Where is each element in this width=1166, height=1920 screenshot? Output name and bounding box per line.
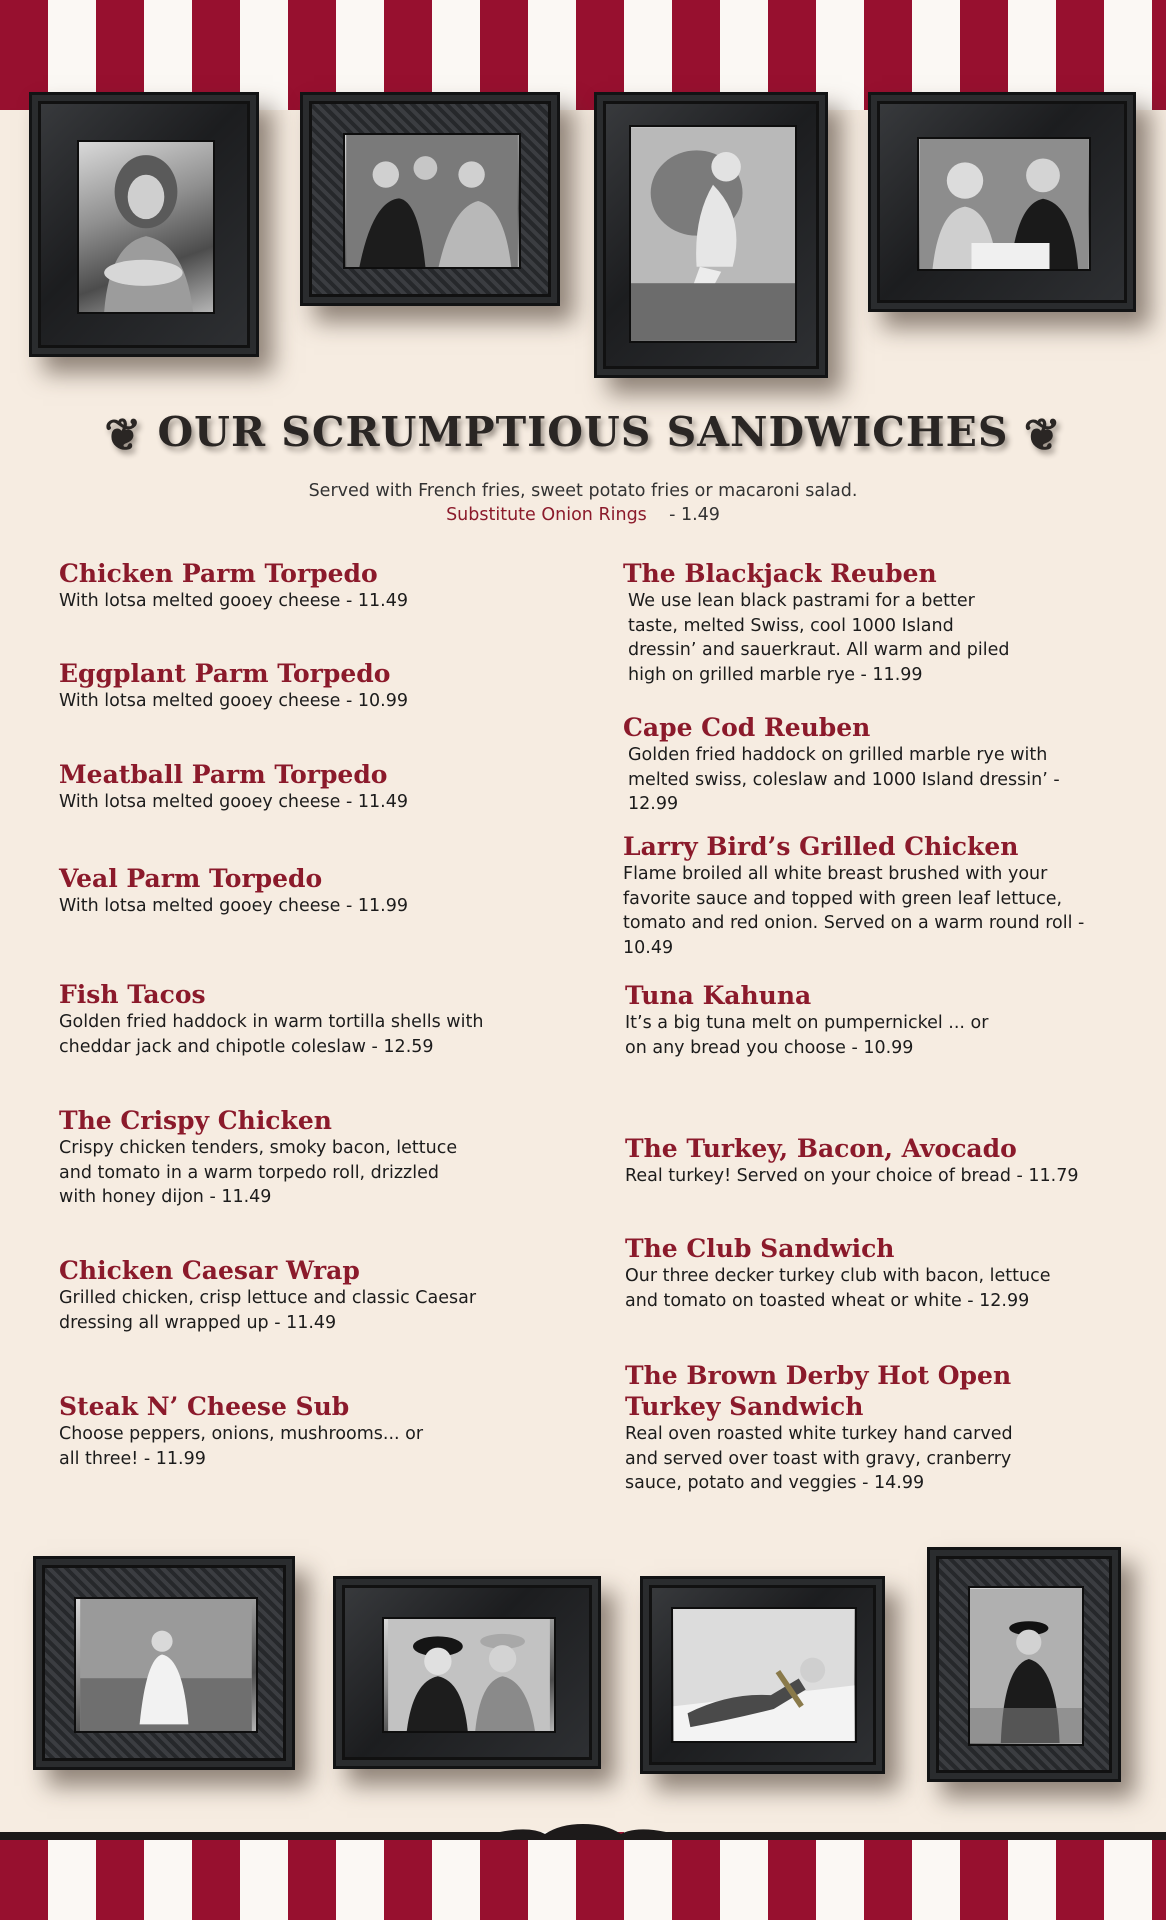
- menu-item-description: With lotsa melted gooey cheese - 11.49: [59, 591, 408, 611]
- menu-item: [625, 1360, 1045, 1496]
- photo-image: [382, 1617, 556, 1733]
- framed-photo-couple-in-hats: [333, 1576, 601, 1769]
- fleur-ornament-icon: ❦: [1023, 410, 1062, 461]
- substitute-label: Substitute Onion Rings: [446, 505, 647, 525]
- menu-item-name: Cape Cod Reuben: [623, 713, 871, 742]
- menu-item-name: Chicken Caesar Wrap: [59, 1256, 360, 1285]
- menu-item-name: Tuna Kahuna: [625, 981, 812, 1010]
- menu-item-name: The Club Sandwich: [625, 1234, 895, 1263]
- menu-item-description: With lotsa melted gooey cheese - 11.99: [59, 896, 408, 916]
- photo-image: [74, 1597, 258, 1733]
- menu-item-name: Steak N’ Cheese Sub: [59, 1392, 350, 1421]
- photo-image: [671, 1607, 857, 1743]
- menu-item-description: Crispy chicken tenders, smoky bacon, lettuce and tomato in a warm torpedo roll, drizzled with honey dijon - 11.49: [59, 1138, 458, 1207]
- menu-item-name: Larry Bird’s Grilled Chicken: [623, 832, 1019, 861]
- framed-photo-couple-dining: [868, 92, 1136, 312]
- menu-item: [623, 712, 1063, 817]
- photo-image: [917, 137, 1091, 271]
- fleur-ornament-icon: ❦: [104, 410, 143, 461]
- menu-item: [59, 658, 499, 714]
- menu-item-name: Meatball Parm Torpedo: [59, 760, 388, 789]
- menu-item: [625, 1133, 1125, 1189]
- menu-item-name: Eggplant Parm Torpedo: [59, 659, 391, 688]
- section-heading: [0, 408, 1166, 464]
- menu-item: [59, 1391, 429, 1471]
- menu-item-description: Real oven roasted white turkey hand carved and served over toast with gravy, cranberry sauce, potato and veggies - 14.99: [625, 1424, 1013, 1493]
- menu-item-name: Fish Tacos: [59, 980, 206, 1009]
- framed-photo-saxophone-player: [640, 1576, 885, 1774]
- photo-image: [343, 133, 521, 269]
- menu-item-description: We use lean black pastrami for a better taste, melted Swiss, cool 1000 Island dressin’ and sauerkraut. All warm and piled high on grilled marble rye - 11.99: [628, 591, 1010, 685]
- menu-item-description: Real turkey! Served on your choice of bread - 11.79: [625, 1166, 1079, 1186]
- menu-item-description: It’s a big tuna melt on pumpernickel ... or on any bread you choose - 10.99: [625, 1013, 989, 1058]
- framed-photo-party-group: [300, 92, 560, 306]
- photo-image: [968, 1586, 1084, 1746]
- menu-item-name: Veal Parm Torpedo: [59, 864, 323, 893]
- menu-item-name: The Blackjack Reuben: [623, 559, 937, 588]
- menu-item-name: The Crispy Chicken: [59, 1106, 332, 1135]
- menu-item-description: Grilled chicken, crisp lettuce and classic Caesar dressing all wrapped up - 11.49: [59, 1288, 477, 1333]
- menu-item-description: Flame broiled all white breast brushed with your favorite sauce and topped with green leaf lettuce, tomato and red onion. Served on a warm round roll - 10.49: [623, 864, 1085, 958]
- framed-photo-pinup-woman: [594, 92, 828, 378]
- framed-photo-woman-in-field: [33, 1556, 295, 1770]
- menu-item-description: Golden fried haddock in warm tortilla shells with cheddar jack and chipotle coleslaw - 12.59: [59, 1012, 484, 1057]
- menu-item-name: The Turkey, Bacon, Avocado: [625, 1134, 1017, 1163]
- photo-image: [629, 125, 797, 343]
- framed-photo-man-in-suit: [927, 1547, 1121, 1782]
- photo-image: [77, 140, 215, 314]
- menu-item-name: The Brown Derby Hot Open Turkey Sandwich: [625, 1361, 1012, 1421]
- menu-item-description: Choose peppers, onions, mushrooms... or all three! - 11.99: [59, 1424, 424, 1469]
- menu-item: [59, 558, 499, 614]
- sides-note: Served with French fries, sweet potato fries or macaroni salad.: [308, 481, 858, 501]
- bottom-scroll-divider: [0, 1824, 1166, 1840]
- menu-item-description: With lotsa melted gooey cheese - 11.49: [59, 792, 408, 812]
- menu-item-description: Golden fried haddock on grilled marble rye with melted swiss, coleslaw and 1000 Island dressin’ - 12.99: [628, 745, 1060, 814]
- menu-item-description: With lotsa melted gooey cheese - 10.99: [59, 691, 408, 711]
- menu-item: [59, 1255, 479, 1335]
- menu-item: [623, 831, 1098, 960]
- menu-item: [59, 863, 499, 919]
- menu-item: [625, 980, 1005, 1060]
- bottom-stripe-banner: [0, 1832, 1166, 1920]
- menu-item-name: Chicken Parm Torpedo: [59, 559, 378, 588]
- menu-item: [59, 1105, 469, 1210]
- framed-photo-girl-eating: [29, 92, 259, 357]
- menu-item: [59, 759, 499, 815]
- menu-item: [625, 1233, 1075, 1313]
- substitute-price: - 1.49: [669, 505, 720, 525]
- menu-item: [59, 979, 499, 1059]
- substitute-note: [0, 505, 1166, 525]
- section-heading-text: OUR SCRUMPTIOUS SANDWICHES: [157, 408, 1009, 456]
- menu-item: [623, 558, 1023, 687]
- menu-item-description: Our three decker turkey club with bacon, lettuce and tomato on toasted wheat or white - 12.99: [625, 1266, 1051, 1311]
